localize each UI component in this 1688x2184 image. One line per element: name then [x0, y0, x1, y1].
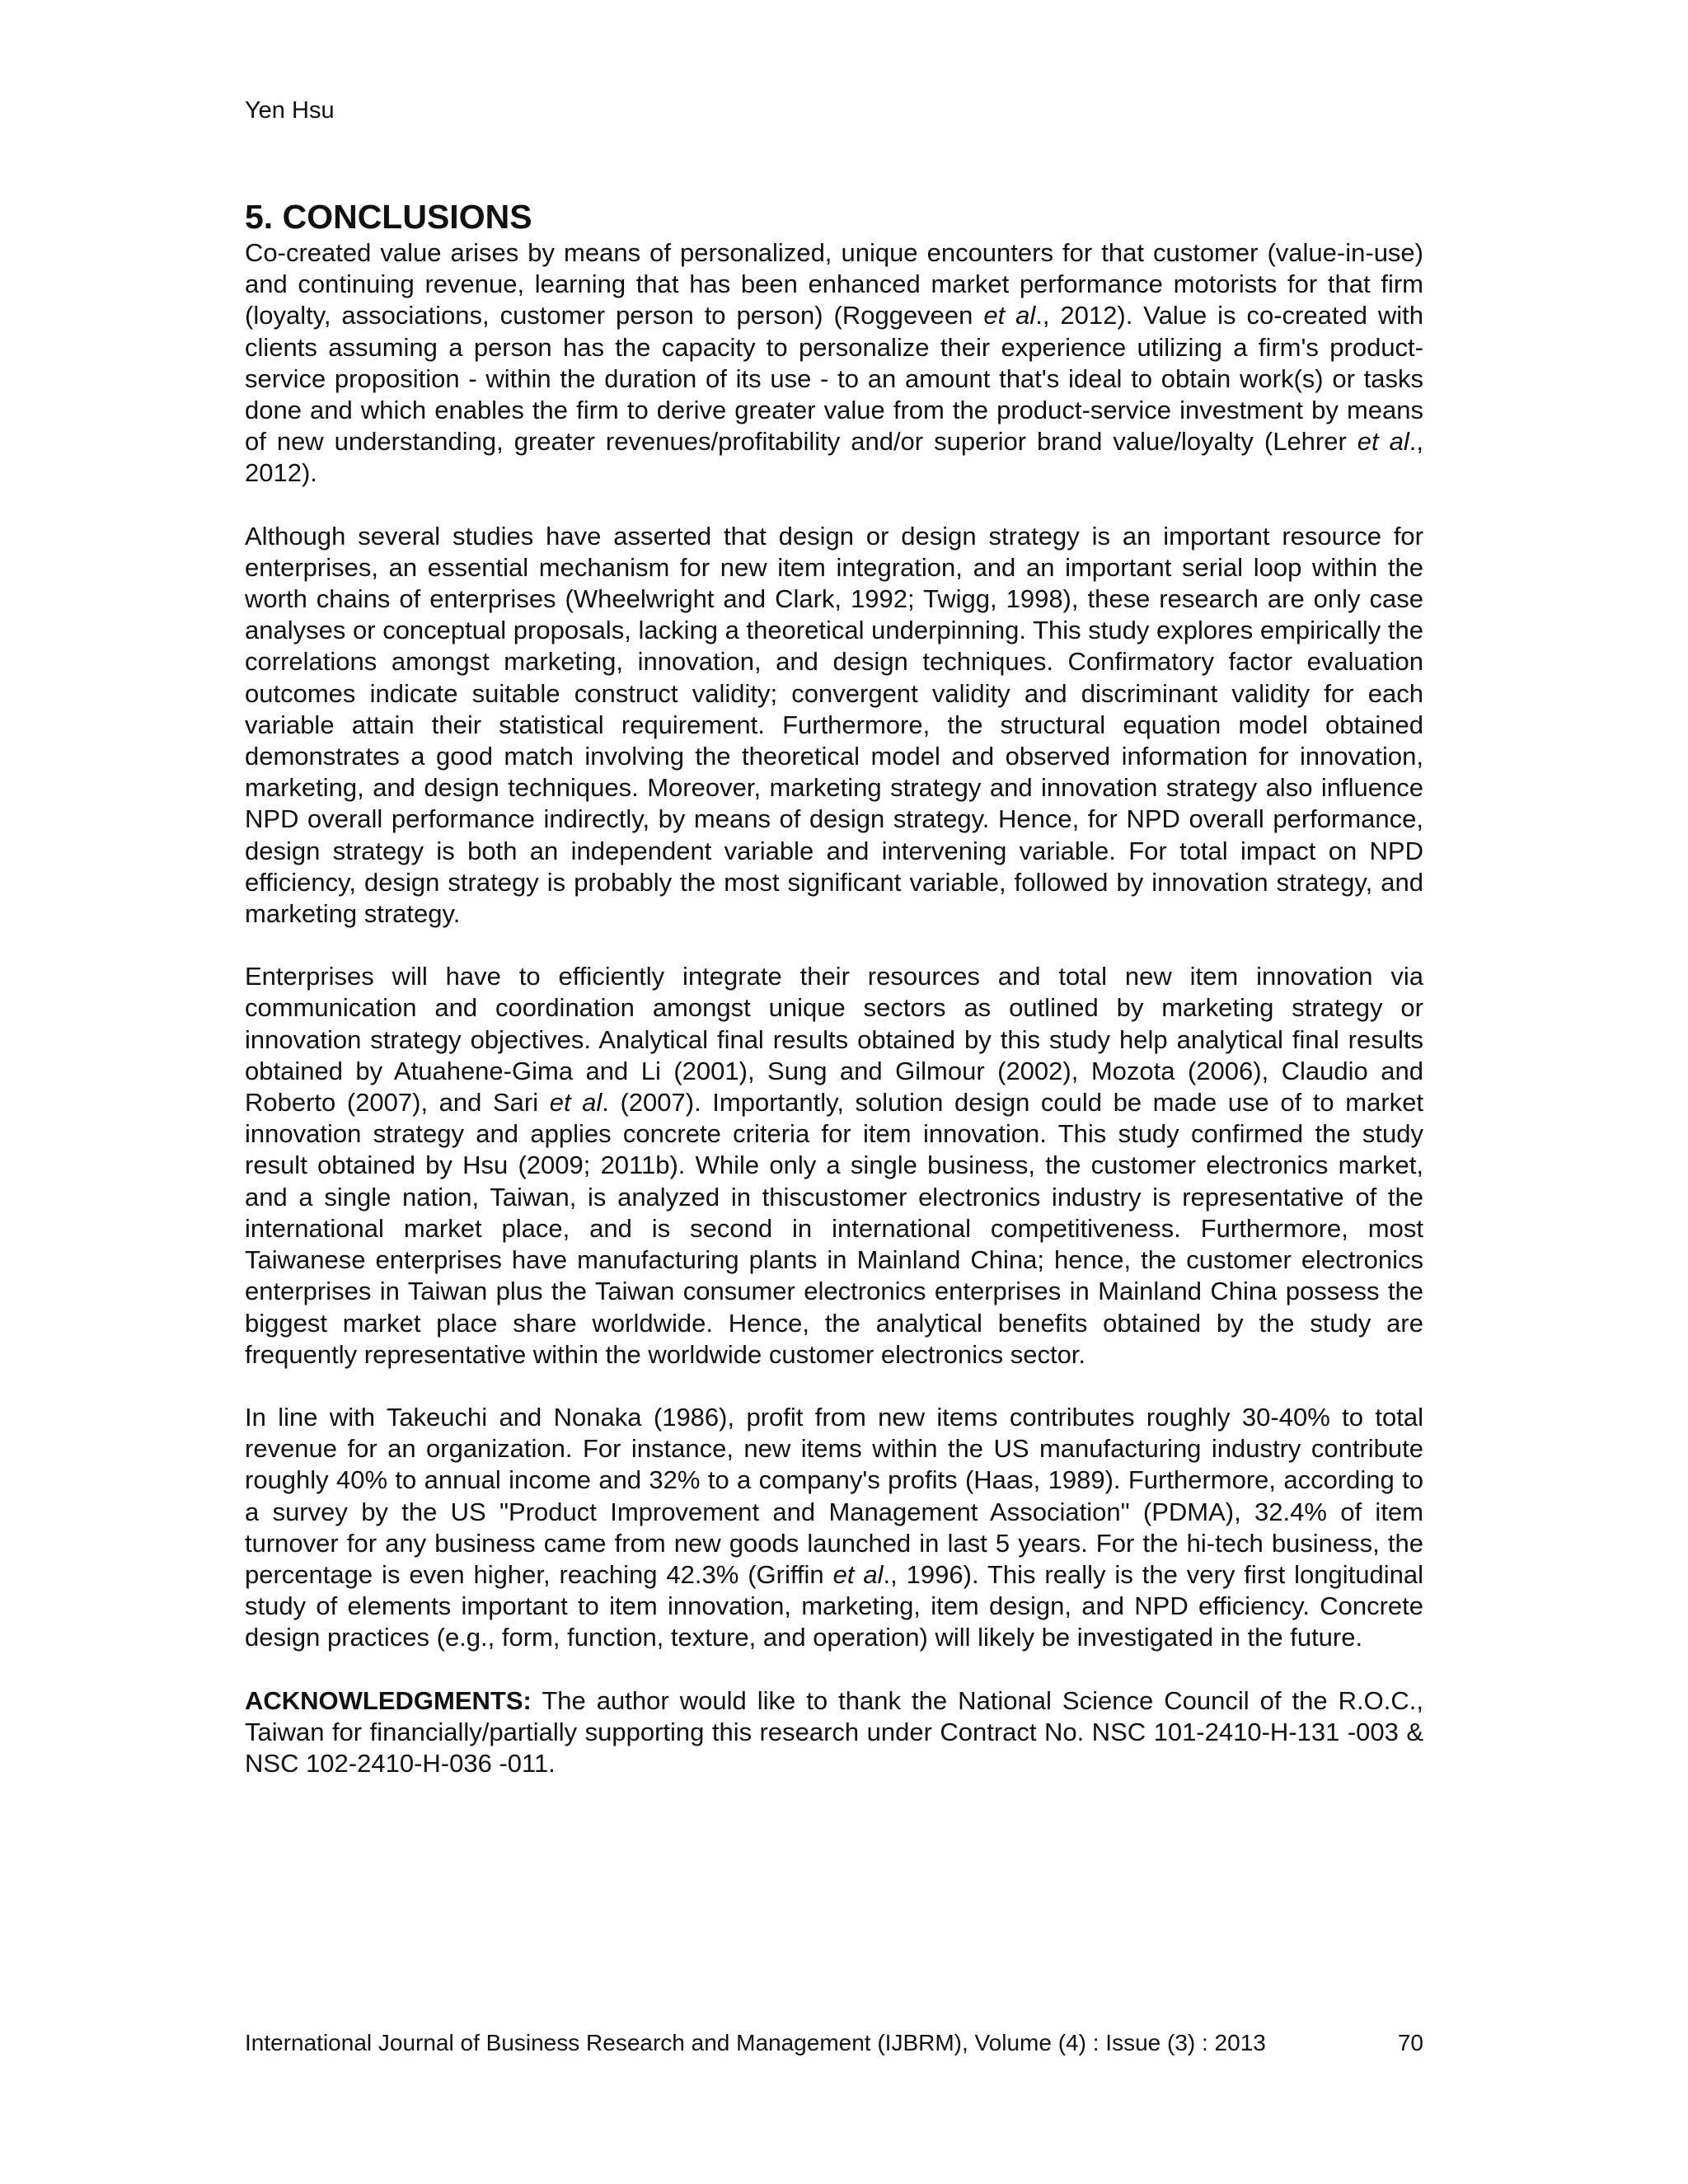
paragraph-1	[245, 237, 1423, 490]
paragraph-1-text-c: ., 2012).	[245, 427, 1423, 488]
acknowledgments-label: ACKNOWLEDGMENTS:	[245, 1685, 532, 1715]
footer-page-number: 70	[1397, 2030, 1423, 2055]
paragraph-4-text-a: In line with Takeuchi and Nonaka (1986), profit from new items contributes roughly 30-40% to total revenue for an organization. For instance, new items within the US manufacturing industry contribute roughly 40% to annual income and 32% to a company's profits (Haas, 1989). Furthermore, according to a survey by the US "Product Improvement and Management Association" (PDMA), 32.4% of item turnover for any business came from new goods launched in last 5 years. For the hi-tech business, the percentage is even higher, reaching 42.3% (Griffin	[245, 1402, 1423, 1589]
paragraph-1-text-a: Co-created value arises by means of personalized, unique encounters for that customer (value-in-use) and continuing revenue, learning that has been enhanced market performance motorists for that firm (loyalty, associations, customer person to person) (Roggeveen	[245, 238, 1423, 330]
section-heading: 5. CONCLUSIONS	[245, 198, 532, 236]
paragraph-3-text-b: . (2007). Importantly, solution design could be made use of to market innovation strategy and applies concrete criteria for item innovation. This study confirmed the study result obtained by Hsu (2009; 2011b). While only a single business, the customer electronics market, and a single nation, Taiwan, is analyzed in thiscustomer electronics industry is representative of the international market place, and is second in international competitiveness. Furthermore, most Taiwanese enterprises have manufacturing plants in Mainland China; hence, the customer electronics enterprises in Taiwan plus the Taiwan consumer electronics enterprises in Mainland China possess the biggest market place share worldwide. Hence, the analytical benefits obtained by the study are frequently representative within the worldwide customer electronics sector.	[245, 1088, 1423, 1369]
paragraph-2: Although several studies have asserted that design or design strategy is an important resource for enterprises, an essential mechanism for new item integration, and an important serial loop within the worth chains of enterprises (Wheelwright and Clark, 1992; Twigg, 1998), these research are only case analyses or conceptual proposals, lacking a theoretical underpinning. This study explores empirically the correlations amongst marketing, innovation, and design techniques. Confirmatory factor evaluation outcomes indicate suitable construct validity; convergent validity and discriminant validity for each variable attain their statistical requirement. Furthermore, the structural equation model obtained demonstrates a good match involving the theoretical model and observed information for innovation, marketing, and design techniques. Moreover, marketing strategy and innovation strategy also influence NPD overall performance indirectly, by means of design strategy. Hence, for NPD overall performance, design strategy is both an independent variable and intervening variable. For total impact on NPD efficiency, design strategy is probably the most significant variable, followed by innovation strategy, and marketing strategy.	[245, 521, 1423, 929]
paragraph-1-text-b: ., 2012). Value is co-created with clients assuming a person has the capacity to personalize their experience utilizing a firm's product-service proposition - within the duration of its use - to an amount that's ideal to obtain work(s) or tasks done and which enables the firm to derive greater value from the product-service investment by means of new understanding, greater revenues/profitability and/or superior brand value/loyalty (Lehrer	[245, 301, 1423, 457]
acknowledgments	[245, 1685, 1423, 1780]
paragraph-3-etal: et al	[549, 1088, 603, 1118]
paragraph-3	[245, 961, 1423, 1371]
paragraph-1-etal: et al	[983, 301, 1036, 330]
paragraph-1-etal-2: et al	[1357, 427, 1409, 457]
paragraph-3-text-a: Enterprises will have to efficiently integrate their resources and total new item innovation via communication and coordination amongst unique sectors as outlined by marketing strategy or innovation strategy objectives. Analytical final results obtained by this study help analytical final results obtained by Atuahene-Gima and Li (2001), Sung and Gilmour (2002), Mozota (2006), Claudio and Roberto (2007), and Sari	[245, 962, 1423, 1118]
footer-journal-citation: International Journal of Business Research and Management (IJBRM), Volume (4) : Issue (3) : 2013	[245, 2030, 1266, 2055]
paragraph-4	[245, 1402, 1423, 1654]
acknowledgments-text: The author would like to thank the National Science Council of the R.O.C., Taiwan for financially/partially supporting this research under Contract No. NSC 101-2410-H-131 -003 & NSC 102-2410-H-036 -011.	[245, 1685, 1423, 1778]
paragraph-4-text-b: ., 1996). This really is the very first longitudinal study of elements important to item innovation, marketing, item design, and NPD efficiency. Concrete design practices (e.g., form, function, texture, and operation) will likely be investigated in the future.	[245, 1559, 1423, 1652]
main-content	[245, 196, 1423, 1811]
paragraph-4-etal: et al	[832, 1559, 884, 1589]
running-head-author: Yen Hsu	[245, 97, 335, 124]
